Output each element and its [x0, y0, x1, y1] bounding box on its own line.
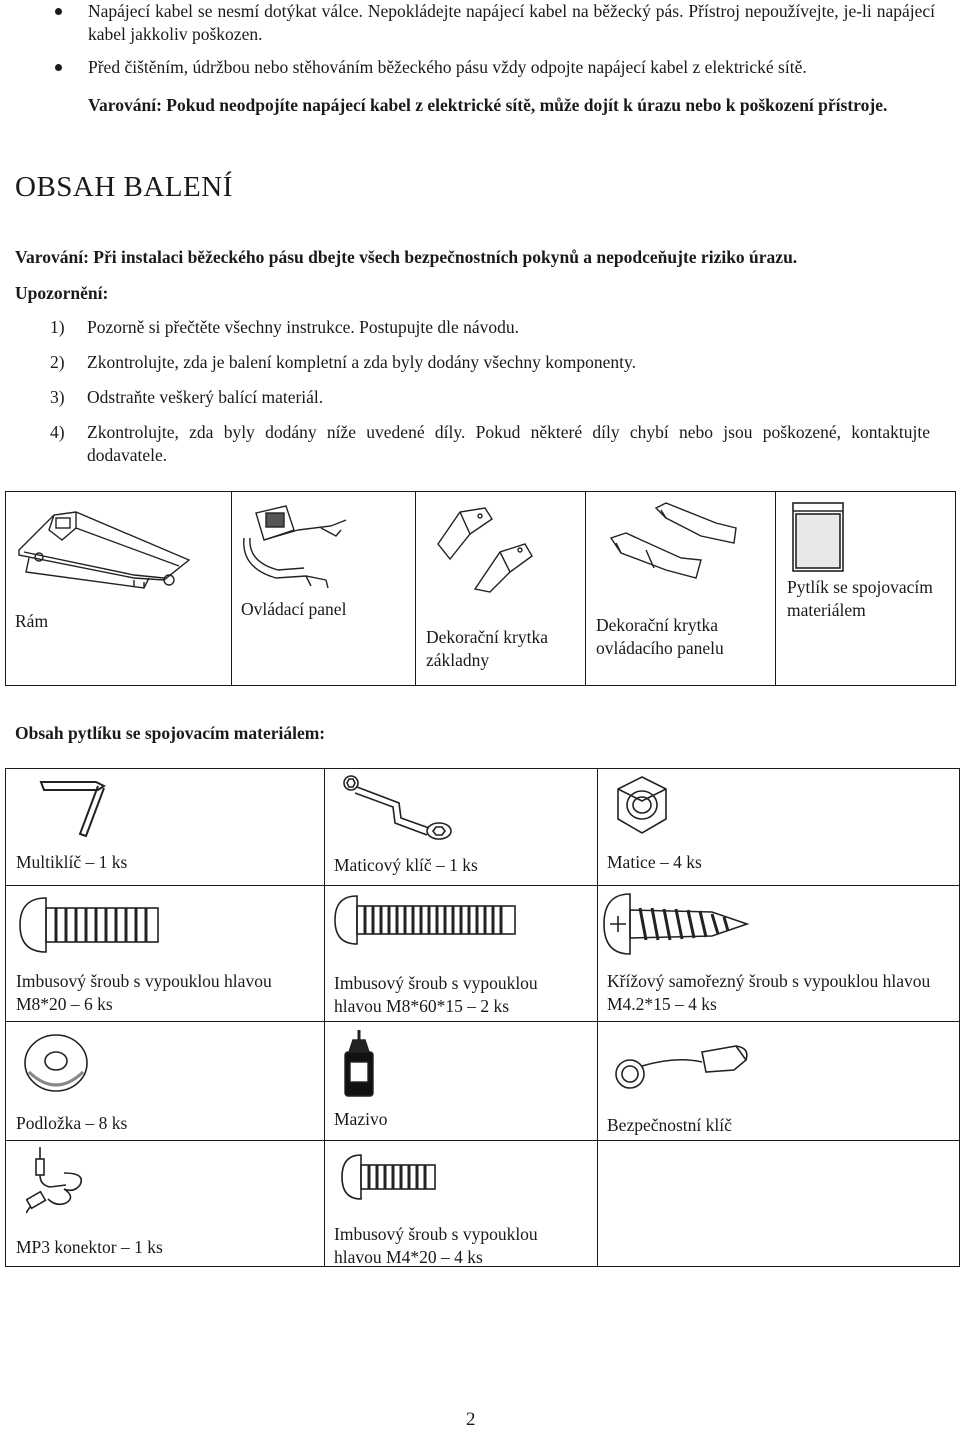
bullet-text: Napájecí kabel se nesmí dotýkat válce. Nepokládejte napájecí kabel na běžecký pás. Přístroj nepoužívejte, je-li napájecí kabel jakkoliv poškozen. [88, 1, 935, 44]
mp3-connector-icon [26, 1145, 96, 1215]
part-label: Dekorační krytka ovládacího panelu [596, 615, 724, 658]
part-cell-console [232, 492, 416, 686]
hardware-cell [325, 769, 598, 886]
part-cell-base-cover [416, 492, 586, 686]
hardware-label: Imbusový šroub s vypouklou hlavou M4*20 – 4 ks [334, 1224, 538, 1267]
step-number: 3) [50, 387, 65, 407]
step-item [50, 421, 930, 467]
bullet-item [55, 56, 935, 79]
step-text: Odstraňte veškerý balící materiál. [87, 387, 324, 407]
hardware-label: Mazivo [334, 1109, 388, 1129]
step-text: Zkontrolujte, zda je balení kompletní a zda byly dodány všechny komponenty. [87, 352, 637, 372]
hardware-table [5, 768, 960, 1267]
bullet-dot [55, 64, 62, 71]
hardware-label: Imbusový šroub s vypouklou hlavou M8*20 – 6 ks [16, 971, 272, 1014]
grease-bottle-icon [339, 1028, 379, 1100]
hardware-cell [598, 1022, 960, 1141]
hardware-cell [598, 886, 960, 1022]
console-cover-icon [606, 498, 756, 598]
bullet-item [55, 0, 935, 46]
hardware-label: Křížový samořezný šroub s vypouklou hlavou M4.2*15 – 4 ks [607, 971, 931, 1014]
hardware-cell [6, 1022, 325, 1141]
safety-bullets [55, 0, 935, 79]
power-warning: Varování: Pokud neodpojíte napájecí kabel z elektrické sítě, může dojít k úrazu nebo k poškození přístroje. [88, 95, 888, 115]
console-icon [236, 498, 366, 588]
base-cover-icon [430, 504, 560, 594]
hardware-cell [325, 1022, 598, 1141]
part-label: Ovládací panel [241, 599, 347, 619]
step-text: Pozorně si přečtěte všechny instrukce. Postupujte dle návodu. [87, 317, 520, 337]
hardware-label: Matice – 4 ks [607, 852, 702, 872]
step-number: 2) [50, 352, 65, 372]
hardware-cell-empty [598, 1141, 960, 1267]
part-label: Pytlík se spojovacím materiálem [787, 577, 933, 620]
hex-bolt-m8-60-icon [331, 890, 521, 950]
bag-icon [790, 500, 846, 575]
notice-label: Upozornění: [15, 283, 109, 303]
step-item [50, 351, 930, 374]
part-cell-console-cover [586, 492, 776, 686]
step-number: 4) [50, 422, 65, 442]
step-item [50, 386, 930, 409]
hardware-cell [325, 886, 598, 1022]
nut-icon [612, 773, 672, 838]
install-warning: Varování: Při instalaci běžeckého pásu dbejte všech bezpečnostních pokynů a nepodceňujte riziko úrazu. [15, 247, 798, 267]
treadmill-frame-icon [14, 500, 194, 590]
bullet-text: Před čištěním, údržbou nebo stěhováním běžeckého pásu vždy odpojte napájecí kabel z elektrické sítě. [88, 57, 807, 77]
washer-icon [21, 1028, 91, 1098]
hardware-cell [6, 1141, 325, 1267]
hex-bolt-m8-20-icon [16, 890, 166, 960]
self-tapping-screw-icon [602, 890, 752, 960]
page-number: 2 [466, 1409, 476, 1430]
hardware-label: Imbusový šroub s vypouklou hlavou M8*60*15 – 2 ks [334, 973, 538, 1016]
hardware-label: Bezpečnostní klíč [607, 1115, 732, 1135]
hardware-cell [598, 769, 960, 886]
step-text: Zkontrolujte, zda byly dodány níže uvedené díly. Pokud některé díly chybí nebo jsou poškozené, kontaktujte dodavatele. [87, 422, 930, 465]
hardware-label: Maticový klíč – 1 ks [334, 855, 478, 875]
hardware-cell [6, 886, 325, 1022]
section-title: OBSAH BALENÍ [15, 171, 233, 203]
step-item [50, 316, 930, 339]
hardware-cell [325, 1141, 598, 1267]
part-cell-bag [776, 492, 956, 686]
bag-contents-title: Obsah pytlíku se spojovacím materiálem: [15, 723, 326, 743]
part-label: Dekorační krytka základny [426, 627, 548, 670]
allen-key-icon [36, 774, 116, 839]
hardware-label: Multiklíč – 1 ks [16, 852, 128, 872]
part-label: Rám [15, 611, 49, 631]
part-cell-frame [6, 492, 232, 686]
safety-key-icon [606, 1036, 756, 1096]
bullet-dot [55, 8, 62, 15]
hardware-label: MP3 konektor – 1 ks [16, 1237, 163, 1257]
hex-bolt-m4-20-icon [339, 1151, 439, 1203]
hardware-cell [6, 769, 325, 886]
parts-table [5, 491, 956, 686]
hardware-label: Podložka – 8 ks [16, 1113, 128, 1133]
step-number: 1) [50, 317, 65, 337]
wrench-icon [339, 773, 459, 843]
